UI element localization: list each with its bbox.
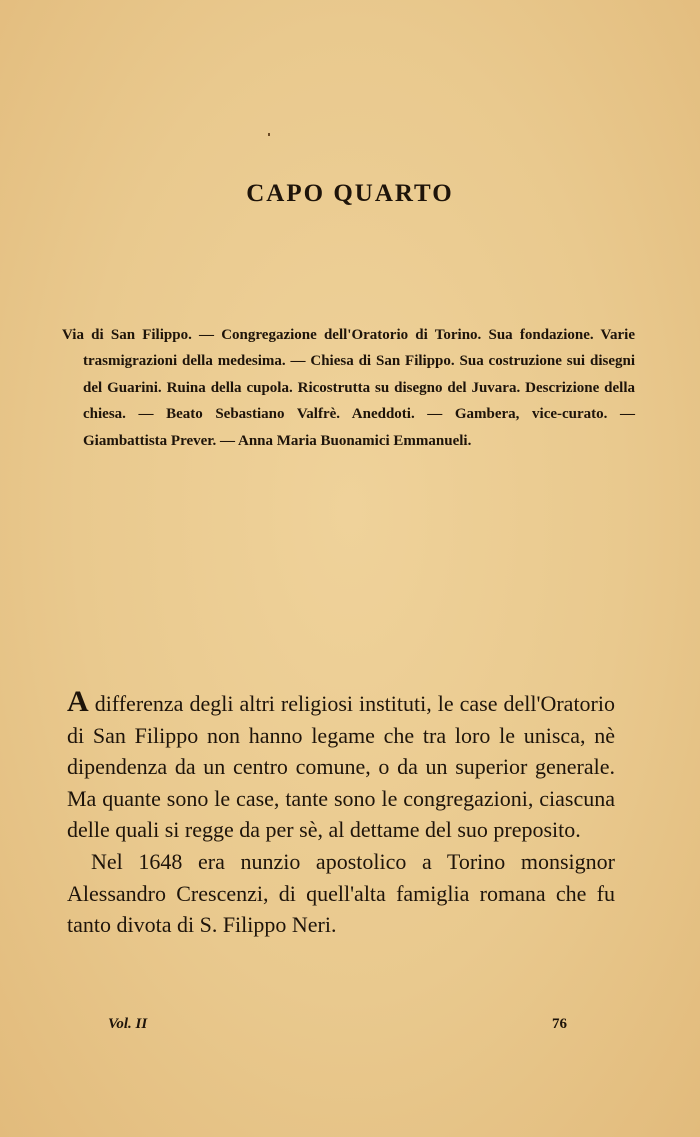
page-number: 76 xyxy=(552,1016,567,1032)
chapter-title: CAPO QUARTO xyxy=(246,180,454,207)
drop-cap: A xyxy=(67,685,89,718)
ink-speck xyxy=(268,133,270,136)
paragraph-2: Nel 1648 era nunzio apostolico a Torino monsignor Alessandro Crescenzi, di quell'alta famiglia romana che fu tanto divota di S. Filippo Neri. xyxy=(67,848,615,938)
chapter-summary: Via di San Filippo. — Congregazione dell'Oratorio di Torino. Sua fondazione. Varie trasmigrazioni della medesima. — Chiesa di San Filippo. Sua costruzione sui disegni del Guarini. Ruina della cupola. Ricostrutta su disegno del Juvara. Descrizione della chiesa. — Beato Sebastiano Valfrè. Aneddoti. — Gambera, vice-curato. — Giambattista Prever. — Anna Maria Buonamici Emmanueli. xyxy=(62,327,635,449)
paragraph-1 xyxy=(67,686,615,846)
paragraph-1-text: differenza degli altri religiosi instituti, le case dell'Oratorio di San Filippo non hanno legame che tra loro le unisca, nè dipendenza da un centro comune, o da un superior generale. Ma quante sono le case, tante sono le congregazioni, ciascuna delle quali si regge da per sè, al dettame del suo preposito. xyxy=(67,691,615,843)
volume-signature: Vol. II xyxy=(108,1016,148,1032)
body-text xyxy=(67,686,615,941)
